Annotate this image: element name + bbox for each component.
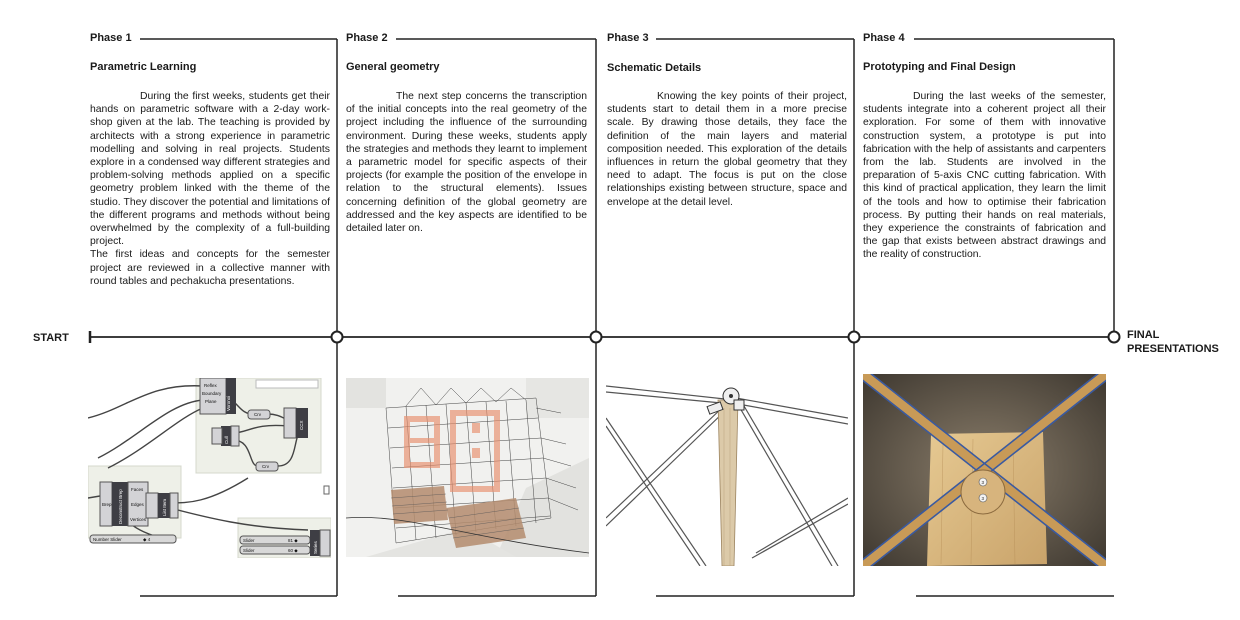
node-label: Number Slider: [93, 537, 122, 542]
node-label: Brep: [102, 502, 112, 507]
node-value: ◆ 4: [143, 537, 151, 542]
node-label: Edges: [131, 502, 144, 507]
start-label: START: [33, 332, 69, 344]
site-plan-image: [346, 378, 589, 557]
node-value: 81 ◆: [288, 538, 298, 543]
node-label: Reflex: [204, 383, 217, 388]
phase-3-title: Schematic Details: [607, 62, 702, 74]
node-label: Boundary: [202, 391, 222, 396]
phase-3-label: Phase 3: [607, 32, 655, 44]
phase-2-description: The next step concerns the transcription of the initial concepts into the real geometry of the project including the influence of the surrounding environment. During these weeks, students apply the strategies and methods they learnt to implement a parametric model for specific aspects of their projects (for example the position of the envelope in relation to the structural elements). Issues concerning definition of the global geometry are addressed and the key aspects are identified to be detailed later on.: [346, 91, 587, 235]
phase-4-description: During the last weeks of the semester, students integrate into a coherent project all their exploration. For some of them with innovative construction system, a prototype is put into fabrication with the help of assistants and carpenters from the lab. Students are involved in the preparation of 5-axis CNC cutting fabrication. With this kind of practical application, they learn the limit of the tools and how to optimise their fabrication process. By putting their hands on real materials, they experience the constraints of fabrication and the gap that exists between abstract drawings and the reality of construction.: [863, 91, 1106, 261]
pin-label: 3: [981, 480, 985, 485]
phase-2-title: General geometry: [346, 61, 440, 73]
node-diagram-image: [88, 378, 331, 558]
phase-1-paragraph-2: The first ideas and concepts for the semester project are reviewed in a collective manner with round tables and pechakucha presentations.: [90, 249, 330, 287]
milestone-node-4: [1109, 332, 1120, 343]
node-label: Crv: [262, 464, 269, 469]
phase-1-title: Parametric Learning: [90, 61, 197, 73]
milestone-node-1: [332, 332, 343, 343]
end-label: [1127, 328, 1219, 356]
node-label: Voronoi: [226, 395, 231, 411]
milestone-node-2: [591, 332, 602, 343]
phase-1-description: [90, 90, 330, 288]
phase-1-label: Phase 1: [90, 32, 138, 44]
node-label: Series: [313, 541, 318, 554]
prototype-photo-image: [863, 374, 1106, 566]
phase-4-label: Phase 4: [863, 32, 911, 44]
end-label-line-1: FINAL: [1127, 329, 1160, 341]
node-label: Slider: [243, 548, 255, 553]
node-label: Vertices: [130, 517, 147, 522]
structural-detail-image: [606, 378, 848, 566]
node-label: Faces: [131, 487, 144, 492]
pin-label: 3: [981, 496, 985, 501]
node-value: 60 ◆: [288, 548, 298, 553]
node-label: Deconstruct Brep: [118, 489, 123, 524]
node-label: CCX: [299, 420, 304, 430]
end-label-line-2: PRESENTATIONS: [1127, 343, 1219, 355]
phase-1-paragraph-1: During the first weeks, students get their hands on parametric software with a 2-day work-shop given at the lab. The teaching is provided by architects with a strong experience in parametric modelling and solving in real projects. Students explore in a condensed way different strategies and problem-solving methods applied on a specific geometry problem linked with the theme of the studio. They discover the potential and limitations of the different programs and methods without being overwhelmed by the complexity of a full-building project.: [90, 91, 330, 248]
phase-2-label: Phase 2: [346, 32, 394, 44]
phase-3-description: Knowing the key points of their project, students start to detail them in a more precise scale. By drawing those details, they face the definition of the main layers and material composition needed. This exploration of the details influences in return the global geometry that they need to adapt. The focus is put on the close relationships existing between structure, space and envelope at the detail level.: [607, 91, 847, 208]
node-label: Crv: [254, 412, 261, 417]
node-label: Plane: [205, 399, 217, 404]
node-label: Slider: [243, 538, 255, 543]
node-label: Cull: [224, 436, 229, 444]
milestone-node-3: [849, 332, 860, 343]
node-label: List Item: [162, 498, 167, 516]
phase-4-title: Prototyping and Final Design: [863, 61, 1016, 73]
